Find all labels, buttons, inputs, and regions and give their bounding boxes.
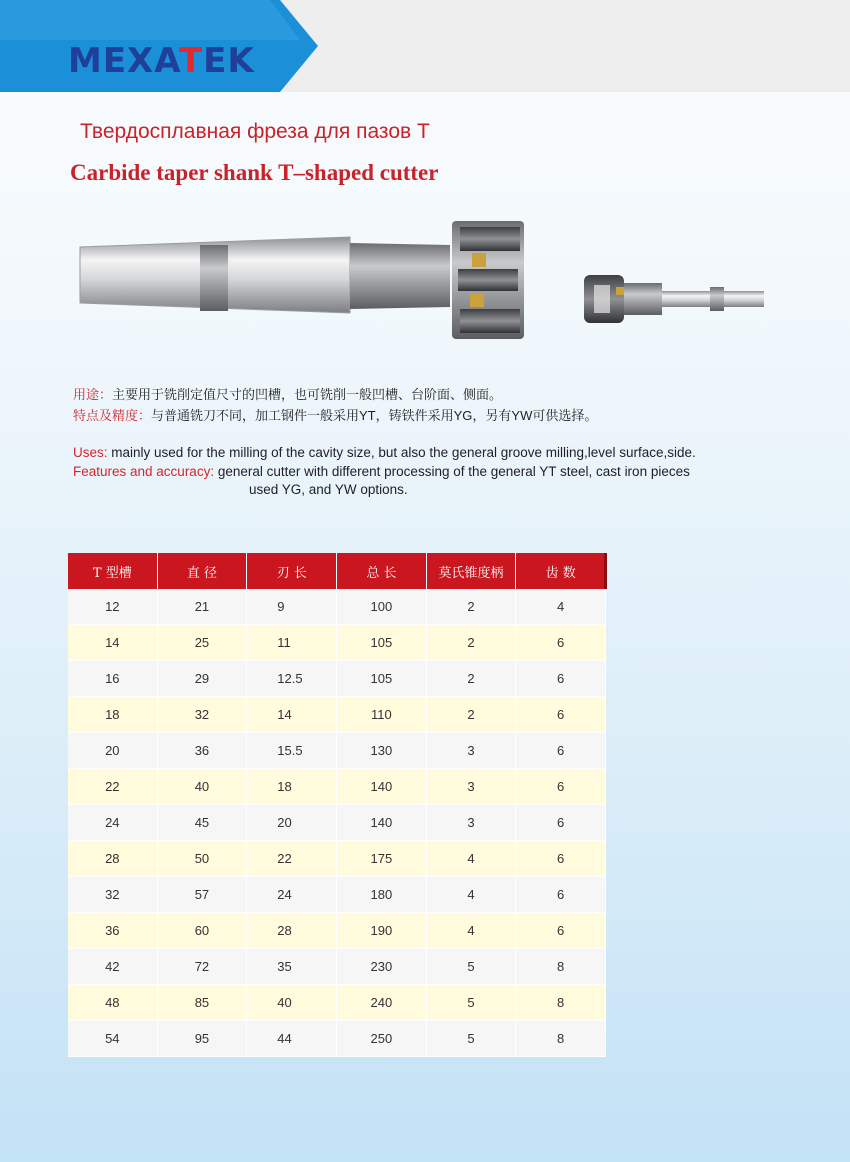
table-cell: 21 — [157, 589, 247, 625]
table-cell: 5 — [426, 949, 516, 985]
table-cell: 11 — [247, 625, 337, 661]
table-cell: 50 — [157, 841, 247, 877]
table-cell: 22 — [247, 841, 337, 877]
table-cell: 57 — [157, 877, 247, 913]
table-cell: 190 — [337, 913, 427, 949]
table-row — [68, 589, 606, 625]
table-cell: 24 — [247, 877, 337, 913]
table-header-cell: 齿 数 — [516, 553, 606, 589]
table-cell: 240 — [337, 985, 427, 1021]
table-cell: 35 — [247, 949, 337, 985]
table-cell: 105 — [337, 625, 427, 661]
table-row — [68, 769, 606, 805]
table-row — [68, 1021, 606, 1057]
table-row — [68, 985, 606, 1021]
table-header-cell: 总 长 — [337, 553, 427, 589]
table-cell: 15.5 — [247, 733, 337, 769]
table-cell: 14 — [68, 625, 157, 661]
table-cell: 6 — [516, 733, 606, 769]
table-cell: 25 — [157, 625, 247, 661]
table-cell: 8 — [516, 1021, 606, 1057]
description-label: 用途： — [73, 387, 113, 402]
table-cell: 2 — [426, 589, 516, 625]
table-cell: 6 — [516, 805, 606, 841]
table-cell: 36 — [157, 733, 247, 769]
table-cell: 2 — [426, 625, 516, 661]
table-cell: 6 — [516, 625, 606, 661]
table-cell: 5 — [426, 985, 516, 1021]
table-row — [68, 661, 606, 697]
table-row — [68, 697, 606, 733]
table-cell: 28 — [68, 841, 157, 877]
table-cell: 6 — [516, 877, 606, 913]
product-photo — [70, 215, 780, 345]
table-cell: 14 — [247, 697, 337, 733]
table-cell: 4 — [426, 841, 516, 877]
page-title-russian: Твердосплавная фреза для пазов Т — [80, 120, 430, 143]
description-en-features — [73, 463, 813, 499]
description-label: 特点及精度： — [73, 408, 152, 423]
description-cn-features — [73, 407, 813, 425]
description-text: used YG, and YW options. — [249, 482, 408, 497]
table-cell: 6 — [516, 661, 606, 697]
table-cell: 4 — [426, 913, 516, 949]
table-row — [68, 949, 606, 985]
table-cell: 24 — [68, 805, 157, 841]
table-cell: 36 — [68, 913, 157, 949]
table-cell: 230 — [337, 949, 427, 985]
page-title-english: Carbide taper shank T–shaped cutter — [70, 160, 439, 185]
table-row — [68, 877, 606, 913]
table-cell: 45 — [157, 805, 247, 841]
table-cell: 3 — [426, 769, 516, 805]
table-cell: 250 — [337, 1021, 427, 1057]
table-cell: 140 — [337, 805, 427, 841]
table-cell: 44 — [247, 1021, 337, 1057]
table-header-cell: T 型槽 — [68, 553, 157, 589]
table-cell: 12.5 — [247, 661, 337, 697]
description-text: 与普通铣刀不同，加工钢件一般采用YT，铸铁件采用YG，另有YW可供选择。 — [151, 408, 598, 423]
description-text: mainly used for the milling of the cavity size, but also the general groove milling,level surface,side. — [107, 445, 696, 460]
table-row — [68, 913, 606, 949]
table-cell: 100 — [337, 589, 427, 625]
table-cell: 28 — [247, 913, 337, 949]
table-cell: 32 — [68, 877, 157, 913]
table-cell: 29 — [157, 661, 247, 697]
table-header-edge — [604, 553, 607, 589]
table-header-cell: 直 径 — [157, 553, 247, 589]
description-text: general cutter with different processing of the general YT steel, cast iron pieces — [214, 464, 690, 479]
table-header-cell: 刃 长 — [247, 553, 337, 589]
table-cell: 40 — [247, 985, 337, 1021]
table-cell: 12 — [68, 589, 157, 625]
table-cell: 6 — [516, 769, 606, 805]
brand-logo — [68, 41, 255, 81]
table-cell: 130 — [337, 733, 427, 769]
table-row — [68, 625, 606, 661]
table-cell: 140 — [337, 769, 427, 805]
table-cell: 2 — [426, 661, 516, 697]
logo-accent: T — [178, 41, 204, 81]
table-header-row — [68, 553, 606, 589]
table-cell: 72 — [157, 949, 247, 985]
table-cell: 110 — [337, 697, 427, 733]
table-cell: 48 — [68, 985, 157, 1021]
table-cell: 2 — [426, 697, 516, 733]
table-cell: 32 — [157, 697, 247, 733]
table-cell: 18 — [247, 769, 337, 805]
table-cell: 6 — [516, 697, 606, 733]
table-cell: 5 — [426, 1021, 516, 1057]
table-cell: 3 — [426, 805, 516, 841]
table-cell: 54 — [68, 1021, 157, 1057]
table-cell: 20 — [68, 733, 157, 769]
table-row — [68, 733, 606, 769]
table-cell: 40 — [157, 769, 247, 805]
description-en-uses — [73, 444, 813, 462]
table-row — [68, 805, 606, 841]
table-cell: 4 — [426, 877, 516, 913]
table-cell: 95 — [157, 1021, 247, 1057]
table-cell: 8 — [516, 949, 606, 985]
table-cell: 20 — [247, 805, 337, 841]
description-cn-uses — [73, 386, 813, 404]
description-text: 主要用于铣削定值尺寸的凹槽，也可铣削一般凹槽、台阶面、侧面。 — [112, 387, 503, 402]
table-cell: 6 — [516, 913, 606, 949]
table-cell: 6 — [516, 841, 606, 877]
table-cell: 180 — [337, 877, 427, 913]
table-cell: 175 — [337, 841, 427, 877]
table-cell: 3 — [426, 733, 516, 769]
table-cell: 9 — [247, 589, 337, 625]
logo-part: EK — [203, 41, 255, 81]
table-cell: 4 — [516, 589, 606, 625]
table-cell: 18 — [68, 697, 157, 733]
description-label: Features and accuracy: — [73, 464, 215, 479]
table-cell: 42 — [68, 949, 157, 985]
table-cell: 85 — [157, 985, 247, 1021]
table-header-cell: 莫氏锥度柄 — [426, 553, 516, 589]
logo-part: MEXA — [68, 41, 179, 81]
table-row — [68, 841, 606, 877]
table-cell: 16 — [68, 661, 157, 697]
table-cell: 105 — [337, 661, 427, 697]
spec-table — [68, 553, 606, 1057]
table-cell: 60 — [157, 913, 247, 949]
description-label: Uses: — [73, 445, 108, 460]
table-cell: 8 — [516, 985, 606, 1021]
table-cell: 22 — [68, 769, 157, 805]
